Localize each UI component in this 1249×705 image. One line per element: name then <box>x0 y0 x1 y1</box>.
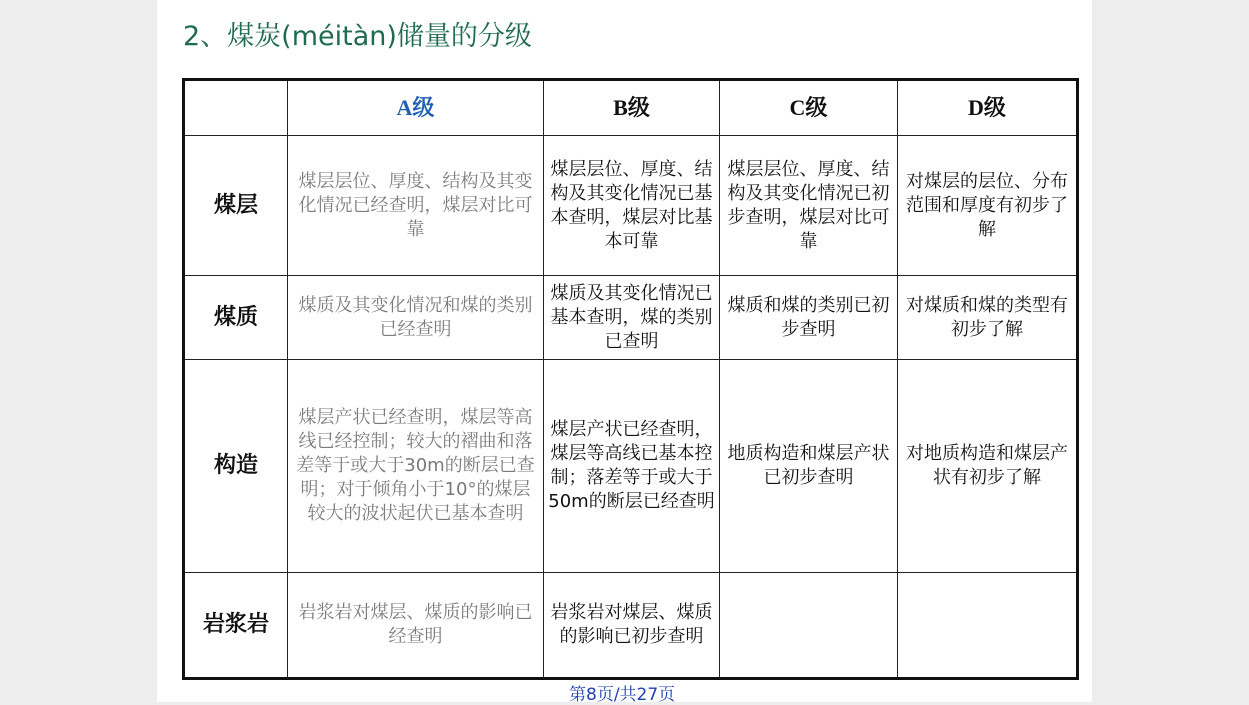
header-grade-b: B级 <box>544 80 720 136</box>
row-label-structure: 构造 <box>184 360 288 573</box>
header-grade-a: A级 <box>288 80 544 136</box>
cell-a: 岩浆岩对煤层、煤质的影响已经查明 <box>288 573 544 679</box>
cell-d: 对地质构造和煤层产状有初步了解 <box>898 360 1078 573</box>
slide-title: 2、煤炭(méitàn)储量的分级 <box>183 21 532 52</box>
table-row <box>184 360 1078 573</box>
row-label-magmatic-rock: 岩浆岩 <box>184 573 288 679</box>
cell-c: 煤层层位、厚度、结构及其变化情况已初步查明，煤层对比可靠 <box>720 136 898 276</box>
cell-b: 煤层层位、厚度、结构及其变化情况已基本查明，煤层对比基本可靠 <box>544 136 720 276</box>
cell-a: 煤质及其变化情况和煤的类别已经查明 <box>288 276 544 360</box>
page-number: 第8页/共27页 <box>569 685 676 705</box>
cell-c <box>720 573 898 679</box>
table-row <box>184 136 1078 276</box>
cell-a: 煤层产状已经查明，煤层等高线已经控制；较大的褶曲和落差等于或大于30m的断层已查明；对于倾角小于10°的煤层较大的波状起伏已基本查明 <box>288 360 544 573</box>
row-label-coal-seam: 煤层 <box>184 136 288 276</box>
cell-d: 对煤质和煤的类型有初步了解 <box>898 276 1078 360</box>
header-grade-c: C级 <box>720 80 898 136</box>
header-row <box>184 80 1078 136</box>
header-grade-d: D级 <box>898 80 1078 136</box>
cell-b: 煤层产状已经查明，煤层等高线已基本控制；落差等于或大于50m的断层已经查明 <box>544 360 720 573</box>
cell-b: 煤质及其变化情况已基本查明，煤的类别已查明 <box>544 276 720 360</box>
reserve-grade-table <box>182 78 1079 680</box>
row-label-coal-quality: 煤质 <box>184 276 288 360</box>
cell-c: 煤质和煤的类别已初步查明 <box>720 276 898 360</box>
table-row <box>184 276 1078 360</box>
table-row <box>184 573 1078 679</box>
cell-b: 岩浆岩对煤层、煤质的影响已初步查明 <box>544 573 720 679</box>
cell-d: 对煤层的层位、分布范围和厚度有初步了解 <box>898 136 1078 276</box>
corner-cell <box>184 80 288 136</box>
cell-c: 地质构造和煤层产状已初步查明 <box>720 360 898 573</box>
cell-a: 煤层层位、厚度、结构及其变化情况已经查明，煤层对比可靠 <box>288 136 544 276</box>
cell-d <box>898 573 1078 679</box>
